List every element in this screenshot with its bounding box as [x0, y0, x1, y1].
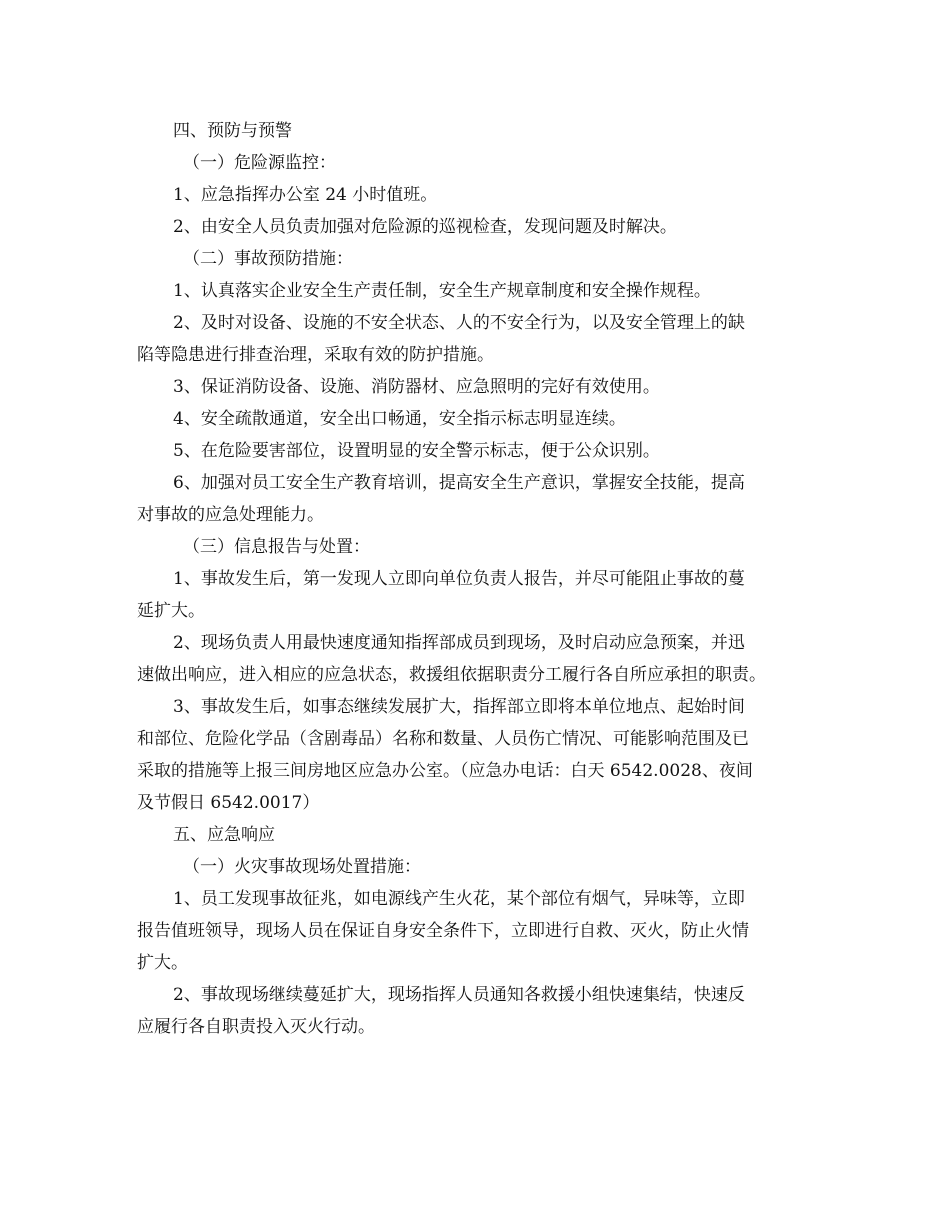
paragraph-line: 4、安全疏散通道，安全出口畅通，安全指示标志明显连续。 [173, 409, 626, 429]
subsection-heading-hazard-monitoring: （一）危险源监控： [183, 153, 336, 173]
paragraph-line: 2、现场负责人用最快速度通知指挥部成员到现场，及时启动应急预案，并迅 [173, 633, 745, 653]
paragraph-line: 及节假日 6542.0017） [137, 793, 320, 813]
paragraph-line: 2、事故现场继续蔓延扩大，现场指挥人员通知各救援小组快速集结，快速反 [173, 985, 745, 1005]
paragraph-line: 报告值班领导，现场人员在保证自身安全条件下，立即进行自救、灭火，防止火情 [137, 921, 749, 941]
paragraph-line: 2、由安全人员负责加强对危险源的巡视检查，发现问题及时解决。 [173, 217, 677, 237]
document-page [137, 115, 817, 1043]
subsection-heading-fire-response: （一）火灾事故现场处置措施： [183, 857, 421, 877]
subsection-heading-info-report: （三）信息报告与处置： [183, 537, 370, 557]
paragraph-line: 延扩大。 [137, 601, 205, 621]
paragraph-line: 1、应急指挥办公室 24 小时值班。 [173, 185, 438, 205]
paragraph-line: 2、及时对设备、设施的不安全状态、人的不安全行为，以及安全管理上的缺 [173, 313, 745, 333]
paragraph-line: 速做出响应，进入相应的应急状态，救援组依据职责分工履行各自所应承担的职责。 [137, 665, 766, 685]
paragraph-line: 和部位、危险化学品（含剧毒品）名称和数量、人员伤亡情况、可能影响范围及已 [137, 729, 749, 749]
paragraph-line: 采取的措施等上报三间房地区应急办公室。（应急办电话：白天 6542.0028、夜间 [137, 761, 753, 781]
paragraph-line: 5、在危险要害部位，设置明显的安全警示标志，便于公众识别。 [173, 441, 660, 461]
paragraph-line: 陷等隐患进行排查治理，采取有效的防护措施。 [137, 345, 494, 365]
section-heading-emergency-response: 五、应急响应 [173, 825, 275, 845]
paragraph-line: 6、加强对员工安全生产教育培训，提高安全生产意识，掌握安全技能，提高 [173, 473, 745, 493]
paragraph-line: 1、事故发生后，第一发现人立即向单位负责人报告，并尽可能阻止事故的蔓 [173, 569, 745, 589]
paragraph-line: 应履行各自职责投入灭火行动。 [137, 1017, 375, 1037]
paragraph-line: 3、事故发生后，如事态继续发展扩大，指挥部立即将本单位地点、起始时间 [173, 697, 745, 717]
paragraph-line: 1、认真落实企业安全生产责任制，安全生产规章制度和安全操作规程。 [173, 281, 711, 301]
paragraph-line: 对事故的应急处理能力。 [137, 505, 324, 525]
paragraph-line: 1、员工发现事故征兆，如电源线产生火花，某个部位有烟气，异味等，立即 [173, 889, 745, 909]
subsection-heading-accident-prevention: （二）事故预防措施： [183, 249, 353, 269]
section-heading-prevention: 四、预防与预警 [173, 121, 292, 141]
paragraph-line: 3、保证消防设备、设施、消防器材、应急照明的完好有效使用。 [173, 377, 660, 397]
paragraph-line: 扩大。 [137, 953, 188, 973]
